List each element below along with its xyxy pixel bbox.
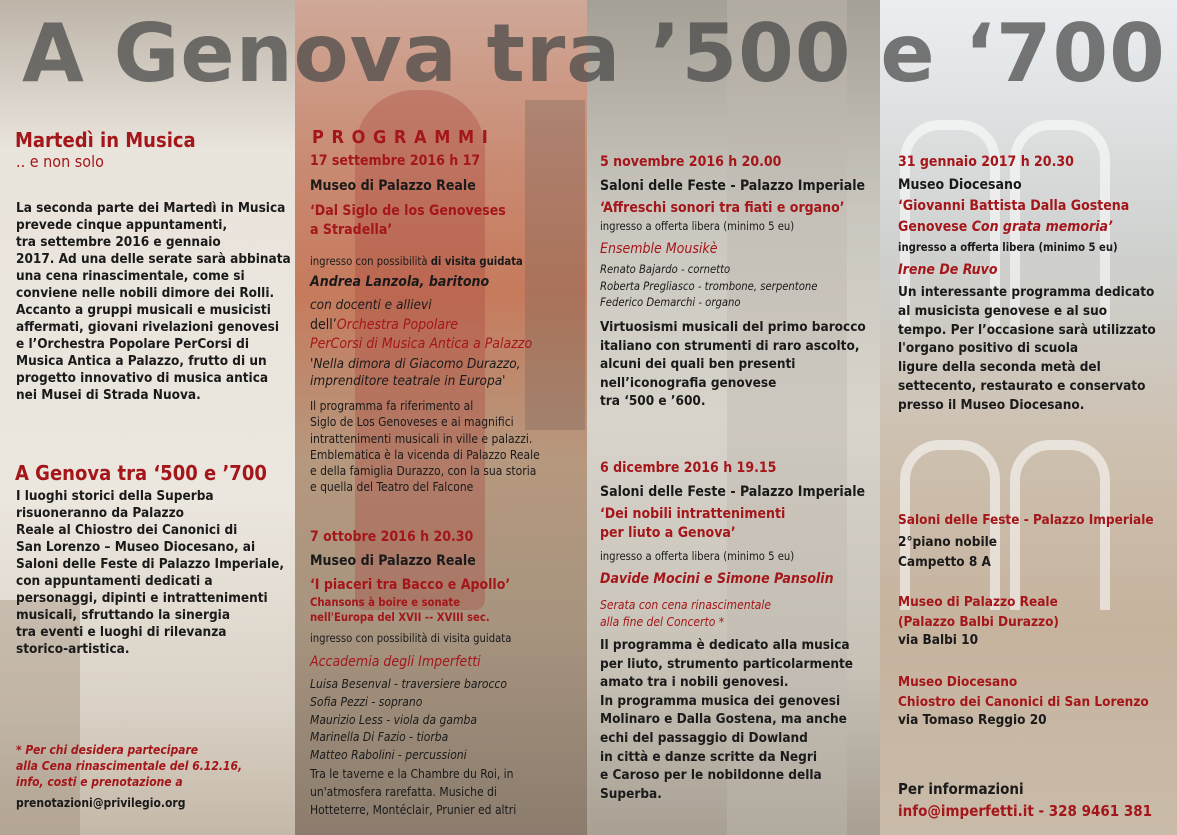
dinner-note: * Per chi desidera partecipare alla Cena rinascimentale del 6.12.16, info, costi e prenotazione a	[16, 743, 243, 789]
event3-entry: ingresso a offerta libera (minimo 5 eu)	[600, 220, 795, 233]
event1-performer: Andrea Lanzola, baritono	[310, 274, 490, 290]
event1-date: 17 settembre 2016 h 17	[310, 153, 481, 169]
event2-subtitle: Chansons à boire e sonate nell'Europa del XVII -- XVIII sec.	[310, 596, 490, 624]
event3-members: Renato Bajardo - cornetto Roberta Pregliasco - trombone, serpentone Federico Demarchi - organo	[600, 263, 818, 309]
event1-venue: Museo di Palazzo Reale	[310, 178, 476, 194]
event5-entry: ingresso a offerta libera (minimo 5 eu)	[898, 241, 1118, 254]
info-label: Per informazioni	[898, 780, 1024, 798]
event1-orchestra-name: Orchestra Popolare PerCorsi di Musica Antica a Palazzo	[310, 317, 533, 352]
event4-date: 6 dicembre 2016 h 19.15	[600, 460, 777, 476]
event4-title: ‘Dei nobili intrattenimenti per liuto a Genova’	[600, 506, 786, 541]
section-heading: A Genova tra ‘500 e ’700	[15, 461, 267, 485]
location2-address: via Balbi 10	[898, 632, 979, 648]
event5-title-main: ‘Giovanni Battista Dalla Gostena Genovese	[898, 198, 1130, 235]
event3-ensemble: Ensemble Mousikè	[600, 241, 718, 257]
event5-title	[898, 196, 1129, 238]
event2-ensemble: Accademia degli Imperfetti	[310, 654, 481, 670]
event2-date: 7 ottobre 2016 h 20.30	[310, 529, 474, 545]
event1-orchestra-prefix: dell’	[310, 317, 337, 333]
programmi-heading: P R O G R A M M I	[312, 127, 489, 148]
event5-title-italic: Con grata memoria’	[971, 219, 1113, 235]
booking-email[interactable]: prenotazioni@privilegio.org	[16, 796, 186, 810]
event4-dinner: Serata con cena rinascimentale alla fine del Concerto *	[600, 598, 772, 629]
event4-venue: Saloni delle Feste - Palazzo Imperiale	[600, 484, 866, 500]
event3-date: 5 novembre 2016 h 20.00	[600, 154, 782, 170]
location3-name: Museo Diocesano Chiostro dei Canonici di San Lorenzo	[898, 674, 1149, 710]
info-phone: - 328 9461 381	[1033, 802, 1153, 820]
event1-entry	[310, 254, 523, 270]
event2-title: ‘I piaceri tra Bacco e Apollo’	[310, 577, 511, 593]
event3-description: Virtuosismi musicali del primo barocco italiano con strumenti di raro ascolto, alcuni dei quali ben presenti nell’iconografia genovese tra ‘500 e ’600.	[600, 319, 866, 409]
info-contact	[898, 802, 1152, 821]
page-title: A Genova tra ’500 e ‘700	[22, 7, 1166, 100]
event4-performers: Davide Mocini e Simone Pansolin	[600, 571, 834, 587]
event1-subtitle: 'Nella dimora di Giacomo Durazzo, imprenditore teatrale in Europa'	[310, 356, 521, 389]
event1-orchestra	[310, 316, 532, 353]
location3-address: via Tomaso Reggio 20	[898, 712, 1047, 728]
event2-entry: ingresso con possibilità di visita guidata	[310, 632, 512, 645]
event1-description: Il programma fa riferimento al Siglo de Los Genoveses e ai magnifici intrattenimenti musicali in ville e palazzi. Emblematica è la vicenda di Palazzo Reale e della famiglia Durazzo, con la sua storia e quella del Teatro del Falcone	[310, 399, 540, 495]
location2-name: Museo di Palazzo Reale (Palazzo Balbi Durazzo)	[898, 594, 1059, 630]
event4-entry: ingresso a offerta libera (minimo 5 eu)	[600, 550, 795, 563]
tower-image	[525, 100, 585, 430]
martedi-heading: Martedì in Musica	[15, 128, 196, 152]
event1-with: con docenti e allievi	[310, 297, 432, 313]
martedi-subheading: .. e non solo	[16, 152, 104, 171]
intro-text: La seconda parte dei Martedì in Musica prevede cinque appuntamenti, tra settembre 2016 e gennaio 2017. Ad una delle serate sarà abbinata una cena rinascimentale, come si conviene nelle nobili dimore dei Rolli. Accanto a gruppi musicali e musicisti affermati, giovani rivelazioni genovesi e l’Orchestra Popolare PerCorsi di Musica Antica a Palazzo, frutto di un progetto innovativo di musica antica nei Musei di Strada Nuova.	[16, 200, 291, 403]
event1-title: ‘Dal Siglo de los Genoveses a Stradella’	[310, 203, 506, 238]
event5-date: 31 gennaio 2017 h 20.30	[898, 154, 1074, 170]
column-martedi	[0, 0, 295, 835]
event2-description: Tra le taverne e la Chambre du Roi, in un'atmosfera rarefatta. Musiche di Hotteterre, Montéclair, Prunier ed altri	[310, 767, 517, 818]
event2-venue: Museo di Palazzo Reale	[310, 553, 476, 569]
event1-entry-label: ingresso con possibilità	[310, 255, 431, 268]
event4-description: Il programma è dedicato alla musica per liuto, strumento particolarmente amato tra i nobili genovesi. In programma musica dei genovesi Molinaro e Dalla Gostena, ma anche echi del passaggio di Dowland in città e danze scritte da Negri e Caroso per le nobildonne della Superba.	[600, 637, 854, 802]
event3-title: ‘Affreschi sonori tra fiati e organo’	[600, 200, 845, 216]
section-text: I luoghi storici della Superba risuoneranno da Palazzo Reale al Chiostro dei Canonici di San Lorenzo – Museo Diocesano, ai Saloni delle Feste di Palazzo Imperiale, con appuntamenti dedicati a personaggi, dipinti e intrattenimenti musicali, sfruttando la sinergia tra eventi e luoghi di rilevanza storico-artistica.	[16, 488, 285, 657]
event5-venue: Museo Diocesano	[898, 177, 1022, 193]
event5-performer: Irene De Ruvo	[898, 262, 998, 278]
location1-name: Saloni delle Feste - Palazzo Imperiale	[898, 512, 1154, 528]
location1-address: 2°piano nobile Campetto 8 A	[898, 534, 998, 570]
event3-venue: Saloni delle Feste - Palazzo Imperiale	[600, 178, 866, 194]
info-email[interactable]: info@imperfetti.it	[898, 802, 1034, 820]
event2-members: Luisa Besenval - traversiere barocco Sofia Pezzi - soprano Maurizio Less - viola da gamba Marinella Di Fazio - tiorba Matteo Rabolini - percussioni	[310, 677, 507, 763]
event5-description: Un interessante programma dedicato al musicista genovese e al suo tempo. Per l’occasione sarà utilizzato l'organo positivo di scuola ligure della seconda metà del settecento, restaurato e conservato presso il Museo Diocesano.	[898, 284, 1156, 413]
event1-entry-guided: di visita guidata	[430, 255, 523, 268]
